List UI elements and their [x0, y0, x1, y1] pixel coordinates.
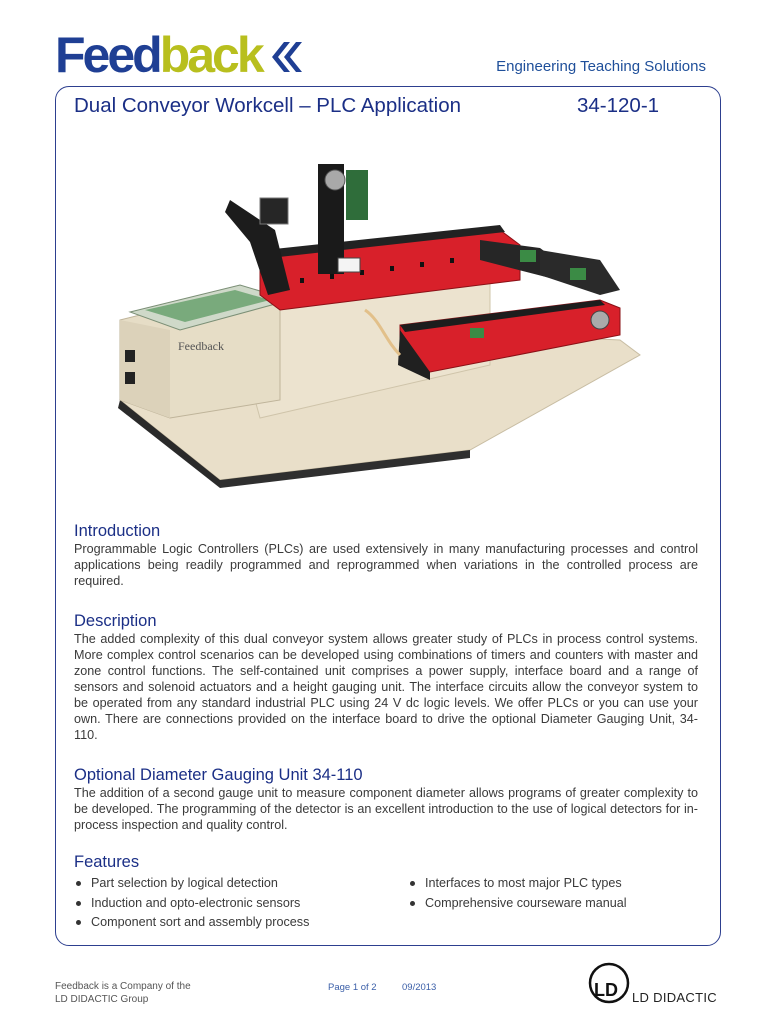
- features-left-list: [74, 874, 309, 933]
- list-item: Induction and opto-electronic sensors: [74, 894, 309, 914]
- introduction-heading: Introduction: [74, 522, 161, 540]
- ld-didactic-logo-icon: [588, 962, 630, 1004]
- optional-unit-body: The addition of a second gauge unit to measure component diameter allows programs of greater complexity to be developed. The programming of the detector is an excellent introduction to the use of logical detectors for in-process inspection and quality control.: [74, 786, 698, 832]
- list-item: Comprehensive courseware manual: [408, 894, 627, 914]
- photo-brand-label: Feedback: [178, 339, 224, 353]
- logo-back: back: [159, 27, 262, 83]
- features-heading: Features: [74, 853, 140, 871]
- optional-unit-heading: Optional Diameter Gauging Unit 34-110: [74, 766, 363, 784]
- description-section: [74, 611, 698, 743]
- introduction-section: [74, 521, 698, 589]
- product-photo: [100, 150, 660, 490]
- list-item: Component sort and assembly process: [74, 913, 309, 933]
- ld-mark: LD: [594, 980, 618, 1000]
- footer-company: [55, 980, 191, 1006]
- description-body: The added complexity of this dual conveyor system allows greater study of PLCs in process control systems. More complex control scenarios can be developed using combinations of timers and counters with master and zone control functions. The self-contained unit comprises a power supply, interface board and a range of sensors and solenoid actuators and a height gauging unit. The interface circuits allow the conveyor system to be operated from any standard industrial PLC using 24 V dc logic levels. We offer PLCs or you can use your own. There are connections provided on the interface board to drive the optional Diameter Gauging Unit, 34-110.: [74, 632, 698, 742]
- footer-date: 09/2013: [402, 982, 437, 993]
- logo-chevron-icon: [264, 28, 304, 82]
- optional-unit-section: [74, 765, 698, 833]
- introduction-body: Programmable Logic Controllers (PLCs) are used extensively in many manufacturing processes and control applications being readily programmed and reprogrammed when variations in the controlled process are required.: [74, 542, 698, 588]
- ld-didactic-name: LD DIDACTIC: [632, 990, 717, 1005]
- product-code: 34-120-1: [577, 94, 660, 117]
- description-heading: Description: [74, 612, 157, 630]
- tagline: Engineering Teaching Solutions: [496, 58, 706, 75]
- page-title: Dual Conveyor Workcell – PLC Application: [74, 94, 462, 117]
- list-item: Part selection by logical detection: [74, 874, 309, 894]
- features-section: [74, 852, 698, 934]
- logo-feed: Feed: [55, 27, 160, 83]
- list-item: Interfaces to most major PLC types: [408, 874, 627, 894]
- footer-company-line2: LD DIDACTIC Group: [55, 994, 149, 1005]
- footer-company-line1: Feedback is a Company of the: [55, 981, 191, 992]
- features-right-list: [408, 874, 627, 913]
- feedback-logo: [55, 28, 304, 82]
- page-number: Page 1 of 2: [328, 982, 377, 993]
